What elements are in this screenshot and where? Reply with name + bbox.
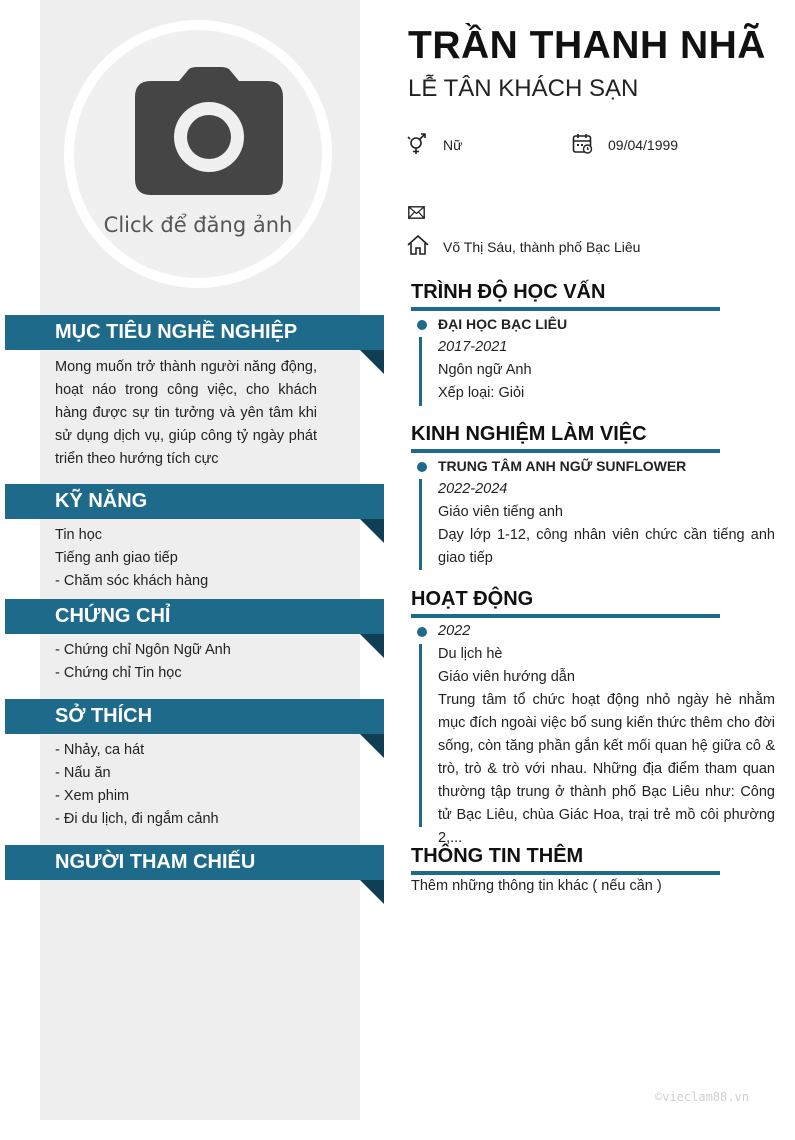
experience-company: TRUNG TÂM ANH NGỮ SUNFLOWER [438,458,687,474]
timeline-dot [417,320,427,330]
hobbies-title: SỞ THÍCH [5,699,384,734]
experience-title: KINH NGHIỆM LÀM VIỆC [411,421,720,453]
skill-item: Tiếng anh giao tiếp [55,550,178,566]
job-title: LỄ TÂN KHÁCH SẠN [408,75,639,102]
ribbon-fold [360,880,384,904]
address-value: Võ Thị Sáu, thành phố Bạc Liêu [443,239,641,255]
timeline-line [419,337,422,406]
full-name: TRẦN THANH NHÃ [408,24,766,67]
certificate-item: - Chứng chỉ Tin học [55,665,182,681]
certificate-item: - Chứng chỉ Ngôn Ngữ Anh [55,642,231,658]
skill-item: Tin học [55,527,103,543]
certificates-section [5,599,384,681]
hobby-item: - Xem phim [55,788,130,804]
education-title: TRÌNH ĐỘ HỌC VẤN [411,279,720,311]
experience-period: 2022-2024 [438,481,508,497]
education-grade: Xếp loại: Giỏi [438,385,525,401]
watermark: ©vieclam88.vn [655,1090,749,1104]
activity-role: Giáo viên hướng dẫn [438,669,575,685]
additional-title: THÔNG TIN THÊM [411,843,720,875]
additional-section [411,843,720,875]
hobby-item: - Đi du lịch, đi ngắm cảnh [55,811,219,827]
objective-text: Mong muốn trở thành người năng động, hoạt náo trong công việc, cho khách hàng được sự tin tưởng và yên tâm khi sử dụng dịch vụ, giúp công tỷ ngày phát triển theo hướng tích cực [55,359,317,467]
education-major: Ngôn ngữ Anh [438,362,532,378]
experience-position: Giáo viên tiếng anh [438,504,563,520]
education-section [411,279,720,401]
additional-text: Thêm những thông tin khác ( nếu cần ) [411,878,662,894]
objective-title: MỤC TIÊU NGHỀ NGHIỆP [5,315,384,350]
activity-name: Du lịch hè [438,646,503,662]
ribbon-fold [360,519,384,543]
certificates-title: CHỨNG CHỈ [5,599,384,634]
ribbon-fold [360,350,384,374]
experience-description: Dạy lớp 1-12, công nhân viên chức cần tiếng anh giao tiếp [438,527,775,566]
avatar-upload-label[interactable]: Click để đăng ảnh [103,213,293,237]
references-section [5,845,384,880]
hobby-item: - Nấu ăn [55,765,111,781]
avatar-upload[interactable] [64,20,332,288]
camera-icon [135,67,283,197]
references-title: NGƯỜI THAM CHIẾU [5,845,384,880]
home-icon [407,235,429,255]
education-period: 2017-2021 [438,339,508,355]
skills-title: KỸ NĂNG [5,484,384,519]
gender-value: Nữ [443,137,463,153]
email-icon [408,206,425,219]
activity-year: 2022 [438,623,471,639]
hobbies-section [5,699,384,827]
activities-title: HOẠT ĐỘNG [411,586,720,618]
experience-section [411,421,775,566]
birthdate-value: 09/04/1999 [608,137,679,153]
objective-section [5,315,384,467]
timeline-dot [417,627,427,637]
hobby-item: - Nhảy, ca hát [55,742,145,758]
gender-icon [407,133,429,155]
ribbon-fold [360,634,384,658]
timeline-line [419,479,422,570]
skills-section [5,484,384,589]
calendar-icon [572,133,594,155]
ribbon-fold [360,734,384,758]
activity-description: Trung tâm tổ chức hoạt động nhỏ ngày hè nhằm mục đích ngoài việc bổ sung kiến thức thêm cho đời sống, còn tăng phần gắn kết mối quan hệ giữa cô & trò, trò & trò với nhau. Những địa điểm tham quan thường tập trung ở thành phố Bạc Liêu như: Công tử Bạc Liêu, chùa Giác Hoa, trại trẻ mồ côi phường 2,... [438,692,775,846]
timeline-line [419,644,422,827]
timeline-dot [417,462,427,472]
activities-section [411,586,775,846]
avatar-placeholder[interactable] [74,30,322,278]
education-school: ĐẠI HỌC BẠC LIÊU [438,316,568,332]
skill-item: - Chăm sóc khách hàng [55,573,209,589]
